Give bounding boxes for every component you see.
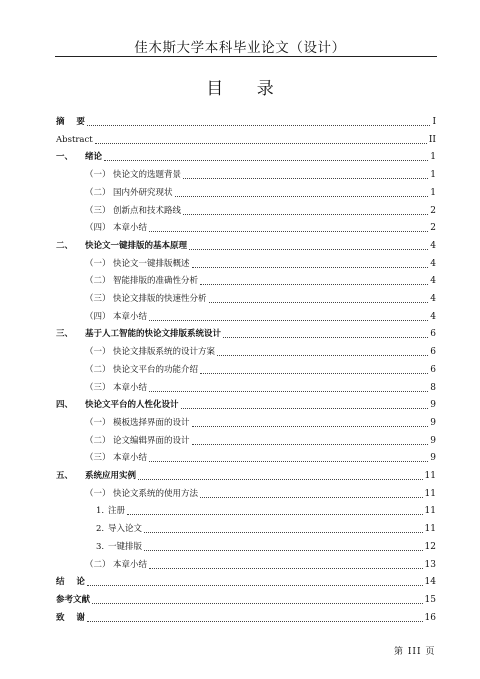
- toc-entry[interactable]: [85, 256, 436, 271]
- toc-entry-page: 4: [430, 258, 436, 269]
- toc-entry[interactable]: [56, 397, 436, 412]
- toc-entry-text: 快论文的选题背景: [113, 170, 182, 181]
- toc-entry-text: 结 论: [56, 577, 85, 588]
- toc-entry-label: [85, 222, 147, 235]
- toc-entry-label: [56, 594, 90, 607]
- toc-entry-text: 快论文平台的功能介绍: [113, 364, 199, 375]
- toc-entry-label: [85, 258, 190, 271]
- toc-entry-page: I: [432, 117, 436, 127]
- toc-entry-label: [85, 364, 198, 377]
- toc-entry[interactable]: [56, 592, 436, 607]
- footer-page-number: 第 III 页: [394, 647, 436, 657]
- toc-entry-number: （一）: [85, 488, 111, 499]
- toc-entry-page: 2: [430, 205, 436, 216]
- toc-entry-label: [85, 488, 198, 501]
- toc-entry-page: 13: [424, 559, 436, 570]
- toc-entry[interactable]: [85, 220, 436, 235]
- toc-entry-page: 1: [430, 187, 436, 198]
- toc-entry-page: 4: [430, 294, 436, 304]
- toc-leader-dots: [192, 425, 429, 427]
- toc-entry-page: 9: [430, 435, 436, 446]
- toc-entry-number: 三、: [56, 329, 74, 340]
- toc-entry-text: 快论文排版的快速性分析: [113, 294, 207, 304]
- toc-entry[interactable]: [85, 203, 436, 218]
- toc-entry-label: [56, 399, 179, 412]
- toc-leader-dots: [223, 336, 428, 338]
- toc-entry-text: 导入论文: [108, 524, 143, 535]
- toc-leader-dots: [189, 248, 428, 250]
- toc-entry-label: [56, 470, 136, 483]
- toc-entry[interactable]: [56, 114, 436, 129]
- toc-entry-text: 智能排版的准确性分析: [113, 276, 199, 287]
- toc-leader-dots: [127, 513, 423, 515]
- toc-entry-label: [96, 541, 142, 554]
- toc-entry-label: [85, 417, 190, 430]
- toc-entry-text: 模板选择界面的设计: [113, 417, 190, 428]
- toc-entry-label: [85, 435, 190, 448]
- toc-leader-dots: [192, 266, 429, 268]
- toc-entry-label: [85, 311, 147, 324]
- toc-entry-page: 6: [430, 364, 436, 375]
- toc-entry[interactable]: [56, 132, 436, 147]
- toc-leader-dots: [181, 407, 429, 409]
- toc-entry[interactable]: [85, 433, 436, 448]
- toc-leader-dots: [183, 213, 428, 215]
- toc-leader-dots: [87, 620, 423, 622]
- toc-leader-dots: [138, 478, 423, 480]
- toc-entry-number: （二）: [85, 435, 111, 446]
- toc-entry-text: 系统应用实例: [85, 471, 137, 481]
- toc-entry-text: 创新点和技术路线: [113, 205, 182, 216]
- toc-entry[interactable]: [85, 273, 436, 288]
- toc-entry[interactable]: [56, 468, 436, 483]
- toc-entry-text: 参考文献: [56, 594, 91, 605]
- toc-entry-number: 2.: [96, 524, 105, 535]
- toc-leader-dots: [144, 531, 423, 533]
- toc-entry[interactable]: [85, 557, 436, 572]
- toc-entry-number: 四、: [56, 400, 74, 411]
- toc-entry[interactable]: [85, 309, 436, 324]
- toc-entry-label: [85, 293, 207, 306]
- toc-entry-number: （三）: [85, 205, 111, 216]
- toc-entry-page: 14: [424, 577, 436, 588]
- toc-entry-page: 6: [430, 347, 436, 358]
- toc-entry-text: 一键排版: [108, 541, 143, 552]
- toc-entry-label: [85, 382, 147, 395]
- toc-entry-label: [96, 523, 142, 536]
- toc-leader-dots: [87, 584, 423, 586]
- toc-entry-number: （一）: [85, 258, 111, 269]
- toc-entry-text: 快论文平台的人性化设计: [85, 400, 179, 411]
- toc-leader-dots: [209, 301, 429, 303]
- toc-entry-page: 11: [424, 506, 436, 517]
- toc-entry-number: 3.: [96, 541, 105, 552]
- toc-entry-number: （二）: [85, 187, 111, 198]
- toc-entry[interactable]: [85, 344, 436, 359]
- toc-entry-text: 国内外研究现状: [113, 187, 173, 198]
- toc-entry-number: 一、: [56, 152, 74, 163]
- toc-entry[interactable]: [56, 574, 436, 589]
- toc-entry-page: 1: [430, 152, 436, 163]
- toc-entry-text: 本章小结: [113, 559, 148, 570]
- toc-entry-page: II: [428, 134, 436, 145]
- toc-leader-dots: [217, 354, 428, 356]
- toc-entry-number: （一）: [85, 417, 111, 428]
- toc-entry-label: [85, 205, 181, 218]
- toc-entry[interactable]: [85, 450, 436, 465]
- toc-entry[interactable]: [85, 362, 436, 377]
- toc-leader-dots: [149, 230, 428, 232]
- toc-title: 目 录: [206, 79, 288, 99]
- toc-leader-dots: [175, 195, 429, 197]
- toc-entry-label: [56, 116, 85, 129]
- toc-entry-text: 致 谢: [56, 612, 85, 623]
- toc-entry-page: 11: [424, 524, 436, 535]
- toc-entry[interactable]: [56, 610, 436, 625]
- toc-entry[interactable]: [56, 149, 436, 164]
- toc-entry-page: 16: [424, 612, 436, 623]
- toc-leader-dots: [104, 159, 428, 161]
- toc-entry-text: 快论文排版系统的设计方案: [113, 347, 216, 358]
- toc-entry-page: 15: [424, 594, 436, 605]
- toc-entry-label: [56, 612, 85, 625]
- toc-entry-page: 6: [430, 329, 436, 340]
- toc-leader-dots: [200, 496, 423, 498]
- toc-entry-text: 本章小结: [113, 382, 148, 393]
- toc-entry[interactable]: [96, 521, 436, 536]
- toc-leader-dots: [149, 460, 428, 462]
- toc-entry[interactable]: [85, 380, 436, 395]
- toc-entry-number: （一）: [85, 347, 111, 358]
- running-header-title: 佳木斯大学本科毕业论文（设计）: [134, 40, 346, 56]
- toc-entry-label: [56, 151, 102, 164]
- toc-entry-label: [56, 134, 93, 147]
- toc-leader-dots: [192, 443, 429, 445]
- toc-entry-label: [85, 452, 147, 465]
- toc-entry-page: 1: [430, 170, 436, 181]
- toc-entry-text: 基于人工智能的快论文排版系统设计: [85, 329, 222, 340]
- toc-entry[interactable]: [85, 185, 436, 200]
- header-rule: [55, 56, 437, 57]
- toc-entry-page: 9: [430, 453, 436, 464]
- toc-entry[interactable]: [56, 238, 436, 253]
- toc-entry-page: 9: [430, 417, 436, 428]
- toc-entry-text: 摘 要: [56, 117, 85, 127]
- toc-entry[interactable]: [85, 415, 436, 430]
- toc-entry-label: [85, 559, 147, 572]
- toc-leader-dots: [149, 567, 423, 569]
- toc-leader-dots: [87, 124, 431, 126]
- toc-entry-text: 论文编辑界面的设计: [113, 435, 190, 446]
- toc-entry-text: 本章小结: [113, 453, 148, 464]
- toc-entry-number: 二、: [56, 240, 74, 251]
- toc-entry-text: 本章小结: [113, 223, 148, 234]
- toc-entry-text: 快论文系统的使用方法: [113, 488, 199, 499]
- toc-entry[interactable]: [56, 326, 436, 341]
- toc-entry-number: （二）: [85, 364, 111, 375]
- toc-entry[interactable]: [85, 486, 436, 501]
- toc-entry-page: 11: [424, 488, 436, 499]
- toc-entry-label: [56, 328, 221, 341]
- toc-entry-label: [96, 505, 125, 518]
- toc-entry-text: Abstract: [56, 134, 93, 145]
- toc-entry-label: [56, 576, 85, 589]
- toc-entry-page: 9: [430, 400, 436, 411]
- toc-entry-number: （三）: [85, 453, 111, 464]
- toc-leader-dots: [183, 177, 428, 179]
- toc-entry-number: （三）: [85, 294, 111, 304]
- toc-entry-number: 五、: [56, 471, 74, 481]
- toc-entry-page: 4: [430, 276, 436, 287]
- toc-leader-dots: [200, 283, 428, 285]
- toc-leader-dots: [200, 372, 428, 374]
- toc-entry-text: 快论文一键排版概述: [113, 258, 190, 269]
- toc-entry-number: （二）: [85, 276, 111, 287]
- toc-entry-text: 注册: [108, 506, 126, 517]
- toc-entry-number: （二）: [85, 559, 111, 570]
- toc-entry-text: 绪论: [85, 152, 103, 163]
- toc-leader-dots: [92, 602, 423, 604]
- toc-entry[interactable]: [85, 291, 436, 306]
- toc-entry[interactable]: [96, 503, 436, 518]
- toc-entry-text: 快论文一键排版的基本原理: [85, 240, 188, 251]
- toc-leader-dots: [149, 390, 428, 392]
- toc-entry-number: 1.: [96, 506, 105, 517]
- toc-entry[interactable]: [96, 539, 436, 554]
- toc-entry-number: （一）: [85, 170, 111, 181]
- toc-entry-number: （四）: [85, 311, 111, 322]
- toc-leader-dots: [95, 142, 427, 144]
- toc-entry-number: （三）: [85, 382, 111, 393]
- toc-entry-page: 12: [424, 541, 436, 552]
- toc-entry-label: [85, 169, 181, 182]
- toc-entry-label: [85, 275, 198, 288]
- toc-entry-page: 4: [430, 240, 436, 251]
- toc-entry-page: 8: [430, 382, 436, 393]
- toc-entry-label: [85, 346, 215, 359]
- toc-entry-label: [85, 187, 173, 200]
- toc-entry-page: 2: [430, 223, 436, 234]
- toc-leader-dots: [144, 549, 423, 551]
- toc-entry-number: （四）: [85, 223, 111, 234]
- toc-entry-label: [56, 240, 187, 253]
- toc-leader-dots: [149, 319, 428, 321]
- toc-entry-text: 本章小结: [113, 311, 148, 322]
- toc-entry-page: 11: [424, 471, 436, 481]
- toc-entry-page: 4: [430, 311, 436, 322]
- toc-entry[interactable]: [85, 167, 436, 182]
